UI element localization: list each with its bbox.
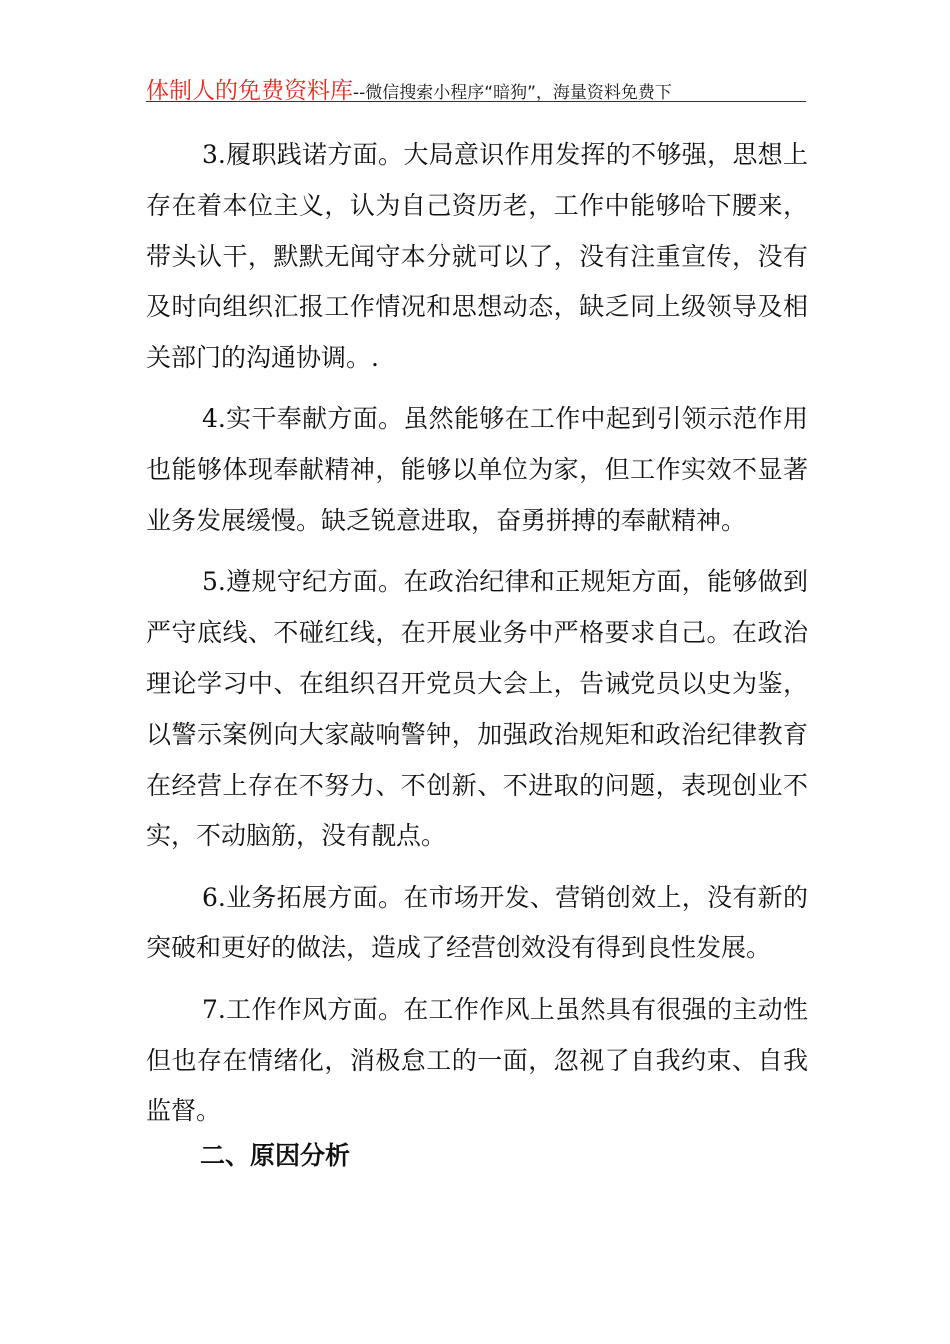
paragraph-3: 3.履职践诺方面。大局意识作用发挥的不够强，思想上存在着本位主义，认为自己资历老，工作中能够哈下腰来，带头认干，默默无闻守本分就可以了，没有注重宣传，没有及时向组织汇报工作情况和思想动态，缺乏同上级领导及相关部门的沟通协调。. xyxy=(146,140,808,373)
section-heading: 二、原因分析 xyxy=(200,1141,351,1170)
paragraph-7: 7.工作作风方面。在工作作风上虽然具有很强的主动性但也存在情绪化，消极怠工的一面，忽视了自我约束、自我监督。 xyxy=(146,994,808,1126)
header-brand: 体制人的免费资料库 xyxy=(146,78,353,104)
header-slogan: --微信搜索小程序“暗狗”，海量资料免费下 xyxy=(353,83,672,103)
header-divider xyxy=(146,101,806,102)
document-body xyxy=(146,130,808,1148)
page-header xyxy=(146,72,806,102)
paragraph-6: 6.业务拓展方面。在市场开发、营销创效上，没有新的突破和更好的做法，造成了经营创效没有得到良性发展。 xyxy=(146,882,808,963)
paragraph-5: 5.遵规守纪方面。在政治纪律和正规矩方面，能够做到严守底线、不碰红线，在开展业务中严格要求自己。在政治理论学习中、在组织召开党员大会上，告诫党员以史为鉴，以警示案例向大家敲响警钟，加强政治规矩和政治纪律教育在经营上存在不努力、不创新、不进取的问题，表现创业不实，不动脑筋，没有靓点。 xyxy=(146,567,808,851)
paragraph-4: 4.实干奉献方面。虽然能够在工作中起到引领示范作用也能够体现奉献精神，能够以单位为家，但工作实效不显著业务发展缓慢。缺乏锐意进取，奋勇拼搏的奉献精神。 xyxy=(146,404,808,536)
